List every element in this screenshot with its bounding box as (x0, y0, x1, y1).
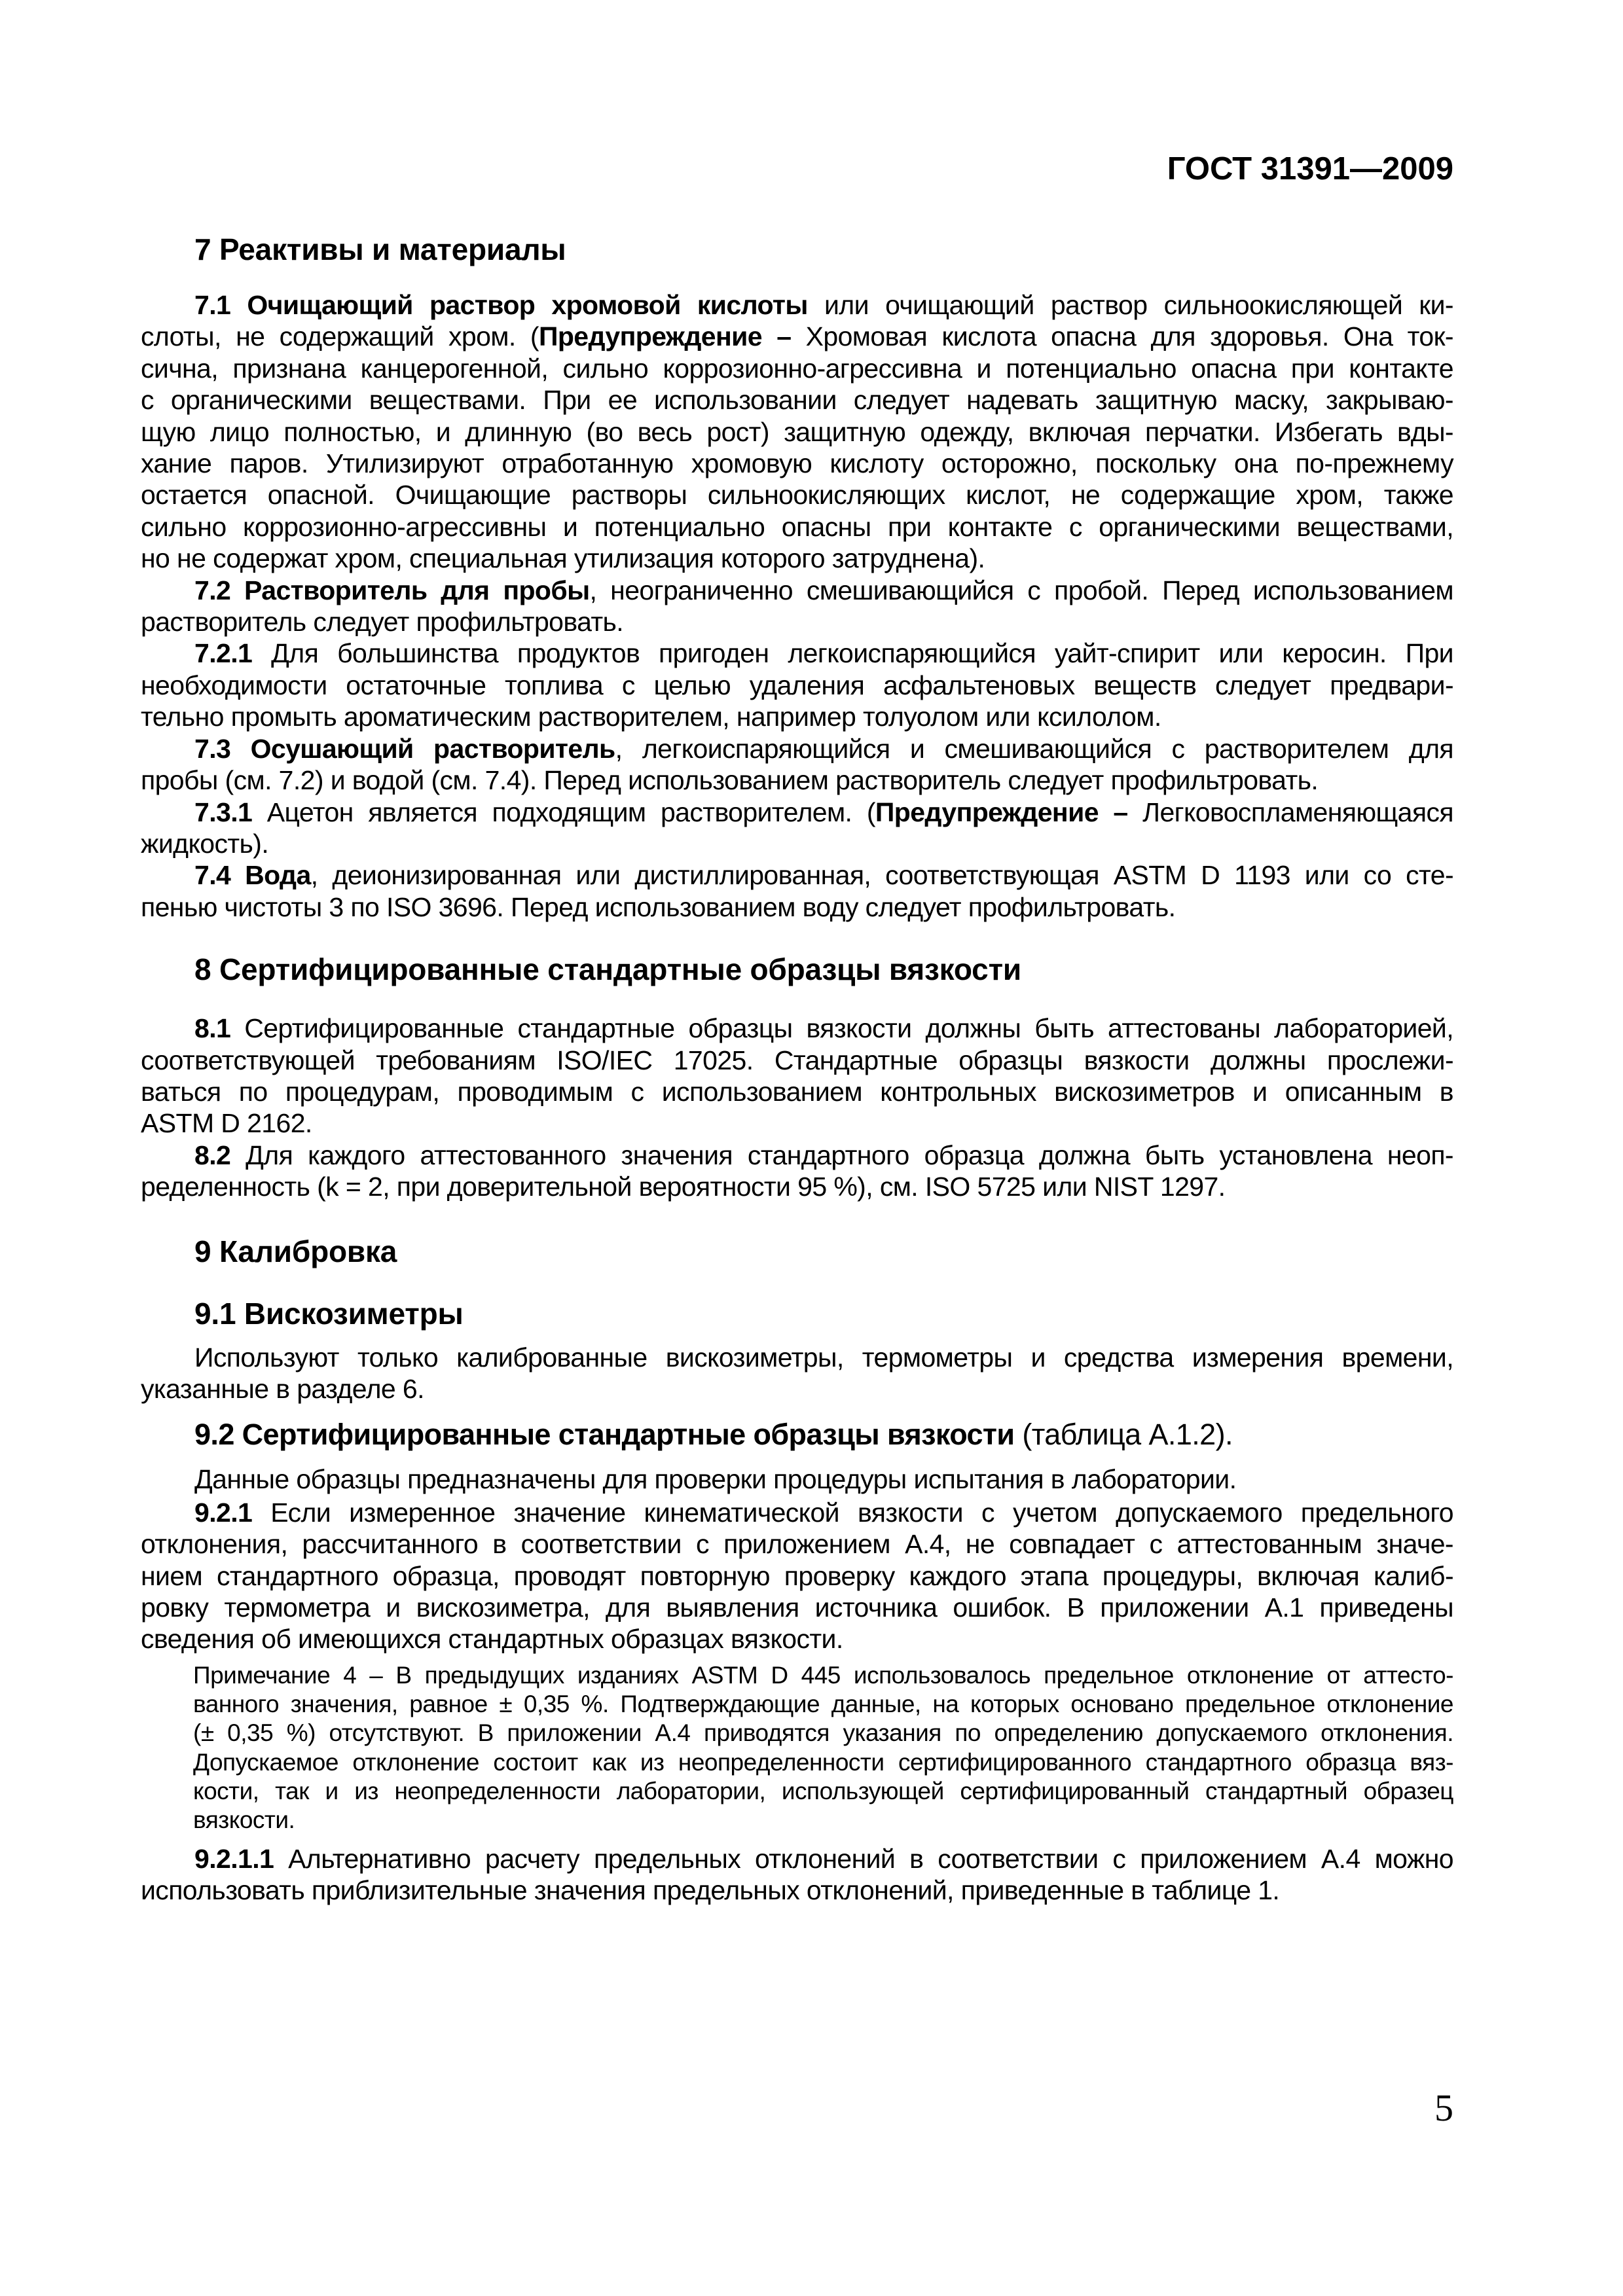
text-segment: Для каждого аттестованного значения стандартного образца должна быть установлена неоп- (230, 1139, 1453, 1170)
text-line (141, 606, 1453, 637)
text-line (194, 233, 1453, 266)
note-4 (193, 1661, 1453, 1835)
text-segment: ASTM D 2162. (141, 1108, 312, 1139)
text-segment: , легкоиспаряющийся и смешивающийся с растворителем для (615, 733, 1453, 764)
text-segment: слоты, не содержащий хром. ( (141, 321, 539, 352)
text-segment: растворитель следует профильтровать. (141, 607, 624, 637)
text-segment: , деионизированная или дистиллированная, соответствующая ASTM D 1193 или со сте- (310, 860, 1454, 891)
text-segment: Если измеренное значение кинематической вязкости с учетом допускаемого предельного (252, 1497, 1453, 1528)
text-segment: отклонения, рассчитанного в соответствии с приложением А.4, не совпадает с аттестованным значе- (141, 1529, 1453, 1560)
text-segment: сведения об имеющихся стандартных образцах вязкости. (141, 1624, 843, 1655)
para-7-1 (141, 289, 1453, 575)
text-segment: или очищающий раствор сильноокисляющей ки- (807, 290, 1453, 320)
text-line (141, 575, 1453, 606)
text-line (141, 637, 1453, 669)
text-line (141, 828, 1453, 859)
text-segment: Используют только калиброванные вискозиметры, термометры и средства измерения времени, (194, 1342, 1453, 1372)
text-segment: хание паров. Утилизируют отработанную хромовую кислоту осторожно, поскольку она по-прежнему (141, 448, 1453, 479)
text-segment: соответствующей требованиям ISO/IEC 17025. Стандартные образцы вязкости должны прослежи- (141, 1045, 1453, 1075)
text-segment: указанные в разделе 6. (141, 1373, 424, 1404)
text-line (141, 891, 1453, 923)
text-segment: , неограниченно смешивающийся с пробой. Перед использованием (589, 575, 1453, 605)
text-line (141, 353, 1453, 384)
text-line (193, 1719, 1453, 1748)
bold-text-segment: 8.1 (194, 1013, 231, 1044)
bold-text-segment: 7.3.1 (194, 797, 253, 827)
text-segment: Сертифицированные стандартные образцы вязкости должны быть аттестованы лабораторией, (230, 1013, 1453, 1044)
text-line (141, 1342, 1453, 1373)
text-segment: щую лицо полностью, и длинную (во весь рост) защитную одежду, включая перчатки. Избегать вды- (141, 416, 1453, 447)
text-line (141, 289, 1453, 321)
bold-text-segment: 7.4 Вода (194, 860, 311, 891)
text-line (141, 1418, 1453, 1451)
text-line (141, 733, 1453, 764)
bold-text-segment: 7.3 Осушающий растворитель (194, 733, 615, 764)
text-segment: (таблица А.1.2). (1014, 1418, 1233, 1452)
para-9-2-1-1 (141, 1843, 1453, 1907)
heading-9-1 (194, 1297, 1453, 1330)
text-line (141, 764, 1453, 796)
text-segment: Ацетон является подходящим растворителем. ( (252, 797, 875, 827)
text-line (193, 1661, 1453, 1690)
text-segment: пенью чистоты 3 по ISO 3696. Перед использованием воду следует профильтровать. (141, 891, 1176, 922)
text-line (141, 1076, 1453, 1107)
bold-text-segment: Предупреждение – (538, 321, 792, 352)
para-7-2-1 (141, 637, 1453, 732)
bold-text-segment: 8.2 (194, 1139, 231, 1170)
doc-code-header: ГОСТ 31391—2009 (1167, 151, 1453, 187)
bold-text-segment: 7.2.1 (194, 638, 253, 669)
bold-text-segment: Предупреждение – (875, 797, 1128, 827)
text-line (141, 1592, 1453, 1623)
text-segment: сична, признана канцерогенной, сильно коррозионно-агрессивна и потенциально опасна при контакте (141, 353, 1453, 384)
text-line (193, 1806, 1453, 1835)
text-line (141, 1497, 1453, 1528)
text-segment: нием стандартного образца, проводят повторную проверку каждого этапа процедуры, включая калиб- (141, 1560, 1453, 1591)
text-segment: ванного значения, равное ± 0,35 %. Подтверждающие данные, на которых основано предельное отклонение (193, 1691, 1453, 1718)
text-segment: ровку термометра и вискозиметра, для выявления источника ошибок. В приложении А.1 приведены (141, 1592, 1453, 1623)
text-line (194, 953, 1453, 986)
text-line (141, 797, 1453, 828)
text-line (141, 1560, 1453, 1592)
text-line (193, 1690, 1453, 1719)
bold-text-segment: 7.2 Растворитель для пробы (194, 575, 590, 605)
heading-7 (194, 233, 1453, 266)
heading-9-2 (141, 1418, 1453, 1451)
text-segment: ваться по процедурам, проводимым с использованием контрольных вискозиметров и описанным в (141, 1076, 1453, 1107)
text-line (141, 1373, 1453, 1405)
text-line (141, 416, 1453, 448)
text-segment: но не содержат хром, специальная утилизация которого затруднена). (141, 543, 985, 574)
para-7-3-1 (141, 797, 1453, 860)
page-content (141, 0, 1453, 1906)
text-line (141, 1013, 1453, 1044)
text-line (194, 1297, 1453, 1330)
text-line (194, 1235, 1453, 1268)
para-dannye (141, 1463, 1453, 1495)
bold-text-segment: 8 Сертифицированные стандартные образцы вязкости (194, 952, 1021, 987)
text-segment: тельно промыть ароматическим растворителем, например толуолом или ксилолом. (141, 702, 1161, 732)
text-line (141, 859, 1453, 891)
para-9-1 (141, 1342, 1453, 1405)
bold-text-segment: 7 Реактивы и материалы (194, 232, 566, 266)
text-segment: Легковоспламеняющаяся (1127, 797, 1453, 827)
blocks (141, 233, 1453, 1906)
text-line (141, 1139, 1453, 1171)
text-segment: пробы (см. 7.2) и водой (см. 7.4). Перед использованием растворитель следует профильтровать. (141, 765, 1319, 796)
text-segment: остается опасной. Очищающие растворы сильноокисляющих кислот, не содержащие хром, также (141, 480, 1453, 511)
text-line (141, 670, 1453, 701)
para-7-4 (141, 859, 1453, 923)
text-line (141, 543, 1453, 574)
text-line (193, 1748, 1453, 1777)
text-line (141, 1045, 1453, 1076)
bold-text-segment: 9.2.1.1 (194, 1843, 274, 1874)
text-segment: сильно коррозионно-агрессивны и потенциально опасны при контакте с органическими веществами, (141, 511, 1453, 542)
text-segment: Для большинства продуктов пригоден легкоиспаряющийся уайт-спирит или керосин. При (252, 638, 1453, 669)
text-line (141, 384, 1453, 416)
text-line (141, 1623, 1453, 1655)
text-line (141, 1843, 1453, 1874)
bold-text-segment: 7.1 Очищающий раствор хромовой кислоты (194, 290, 808, 320)
text-line (141, 1528, 1453, 1560)
heading-8 (194, 953, 1453, 986)
bold-text-segment: 9.1 Вискозиметры (194, 1296, 464, 1331)
text-line (141, 1107, 1453, 1139)
bold-text-segment: 9 Калибровка (194, 1234, 397, 1268)
text-segment: Альтернативно расчету предельных отклонений в соответствии с приложением А.4 можно (274, 1843, 1453, 1874)
text-segment: Хромовая кислота опасна для здоровья. Она ток- (791, 321, 1453, 352)
para-8-2 (141, 1139, 1453, 1203)
bold-text-segment: 9.2.1 (194, 1497, 253, 1528)
text-line (141, 321, 1453, 352)
text-line (141, 511, 1453, 543)
text-segment: жидкость). (141, 828, 269, 859)
text-line (141, 448, 1453, 479)
text-segment: Данные образцы предназначены для проверки процедуры испытания в лаборатории. (194, 1464, 1237, 1495)
bold-text-segment: 9.2 Сертифицированные стандартные образцы вязкости (194, 1418, 1015, 1452)
text-segment: необходимости остаточные топлива с целью удаления асфальтеновых веществ следует предвари- (141, 670, 1453, 700)
text-line (141, 479, 1453, 511)
text-line (141, 1463, 1453, 1495)
para-7-3 (141, 733, 1453, 797)
text-line (141, 1874, 1453, 1906)
text-line (193, 1777, 1453, 1806)
text-segment: (± 0,35 %) отсутствуют. В приложении А.4 приводятся указания по определению допускаемого отклонения. (193, 1719, 1453, 1747)
text-segment: ределенность (k = 2, при доверительной вероятности 95 %), см. ISO 5725 или NIST 1297. (141, 1172, 1226, 1202)
text-segment: вязкости. (193, 1806, 295, 1834)
heading-9 (194, 1235, 1453, 1268)
text-line (141, 701, 1453, 732)
text-segment: кости, так и из неопределенности лаборатории, использующей сертифицированный стандартный образец (193, 1778, 1453, 1804)
text-segment: использовать приблизительные значения предельных отклонений, приведенные в таблице 1. (141, 1875, 1280, 1905)
text-segment: Примечание 4 – В предыдущих изданиях ASTM D 445 использовалось предельное отклонение от аттесто- (193, 1661, 1453, 1689)
text-line (141, 1171, 1453, 1202)
page-number: 5 (1434, 2087, 1453, 2129)
para-8-1 (141, 1013, 1453, 1139)
text-segment: с органическими веществами. При ее использовании следует надевать защитную маску, закрываю- (141, 385, 1453, 416)
text-segment: Допускаемое отклонение состоит как из неопределенности сертифицированного стандартного образца вяз- (193, 1748, 1453, 1776)
para-7-2 (141, 575, 1453, 638)
para-9-2-1 (141, 1497, 1453, 1655)
